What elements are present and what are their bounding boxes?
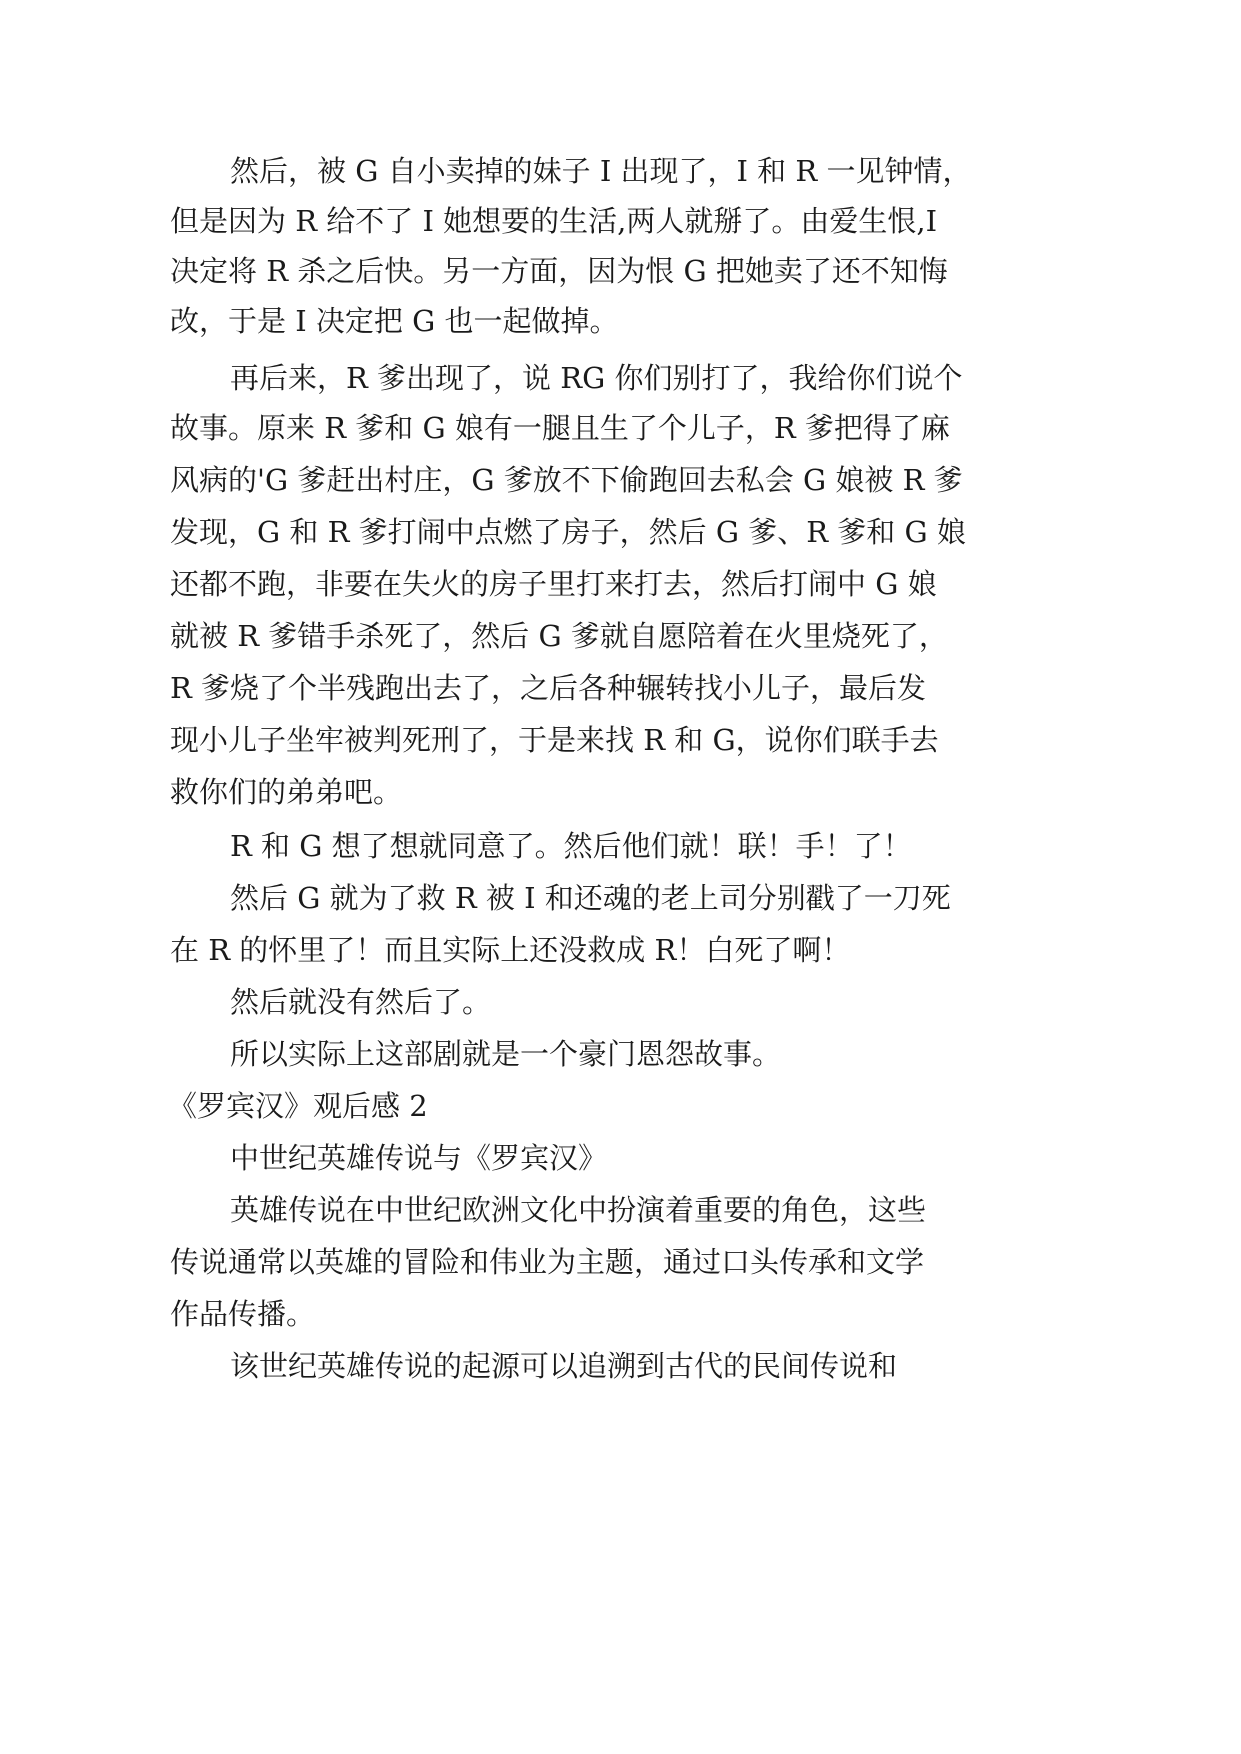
paragraph-line-17: 然后就没有然后了。 <box>230 985 492 1019</box>
paragraph-line-18: 所以实际上这部剧就是一个豪门恩怨故事。 <box>230 1037 782 1071</box>
paragraph-line-6: 故事。原来 R 爹和 G 娘有一腿且生了个儿子，R 爹把得了麻 <box>170 411 950 445</box>
paragraph-line-5: 再后来，R 爹出现了，说 RG 你们别打了，我给你们说个 <box>230 361 963 395</box>
paragraph-line-24: 该世纪英雄传说的起源可以追溯到古代的民间传说和 <box>230 1349 898 1383</box>
paragraph-line-15: 然后 G 就为了救 R 被 I 和还魂的老上司分别戳了一刀死 <box>230 881 951 915</box>
section-subheading: 中世纪英雄传说与《罗宾汉》 <box>230 1141 608 1175</box>
paragraph-line-21: 英雄传说在中世纪欧洲文化中扮演着重要的角色，这些 <box>230 1193 927 1227</box>
paragraph-line-22: 传说通常以英雄的冒险和伟业为主题，通过口头传承和文学 <box>170 1245 925 1279</box>
paragraph-line-10: 就被 R 爹错手杀死了，然后 G 爹就自愿陪着在火里烧死了， <box>170 619 948 653</box>
paragraph-line-1: 然后，被 G 自小卖掉的妹子 I 出现了，I 和 R 一见钟情， <box>230 154 972 188</box>
paragraph-line-8: 发现，G 和 R 爹打闹中点燃了房子，然后 G 爹、R 爹和 G 娘 <box>170 515 966 549</box>
paragraph-line-13: 救你们的弟弟吧。 <box>170 775 403 809</box>
paragraph-line-14: R 和 G 想了想就同意了。然后他们就！联！手！了！ <box>230 829 912 863</box>
paragraph-line-23: 作品传播。 <box>170 1297 316 1331</box>
paragraph-line-16: 在 R 的怀里了！而且实际上还没救成 R！白死了啊！ <box>170 933 851 967</box>
paragraph-line-2: 但是因为 R 给不了 I 她想要的生活,两人就掰了。由爱生恨,I <box>170 204 938 238</box>
paragraph-line-3: 决定将 R 杀之后快。另一方面，因为恨 G 把她卖了还不知悔 <box>170 254 948 288</box>
paragraph-line-12: 现小儿子坐牢被判死刑了，于是来找 R 和 G，说你们联手去 <box>170 723 939 757</box>
paragraph-line-11: R 爹烧了个半残跑出去了，之后各种辗转找小儿子，最后发 <box>170 671 927 705</box>
paragraph-line-4: 改，于是 I 决定把 G 也一起做掉。 <box>170 304 619 338</box>
paragraph-line-9: 还都不跑，非要在失火的房子里打来打去，然后打闹中 G 娘 <box>170 567 937 601</box>
section-heading: 《罗宾汉》观后感 2 <box>168 1089 428 1123</box>
paragraph-line-7: 风病的'G 爹赶出村庄，G 爹放不下偷跑回去私会 G 娘被 R 爹 <box>170 463 963 497</box>
